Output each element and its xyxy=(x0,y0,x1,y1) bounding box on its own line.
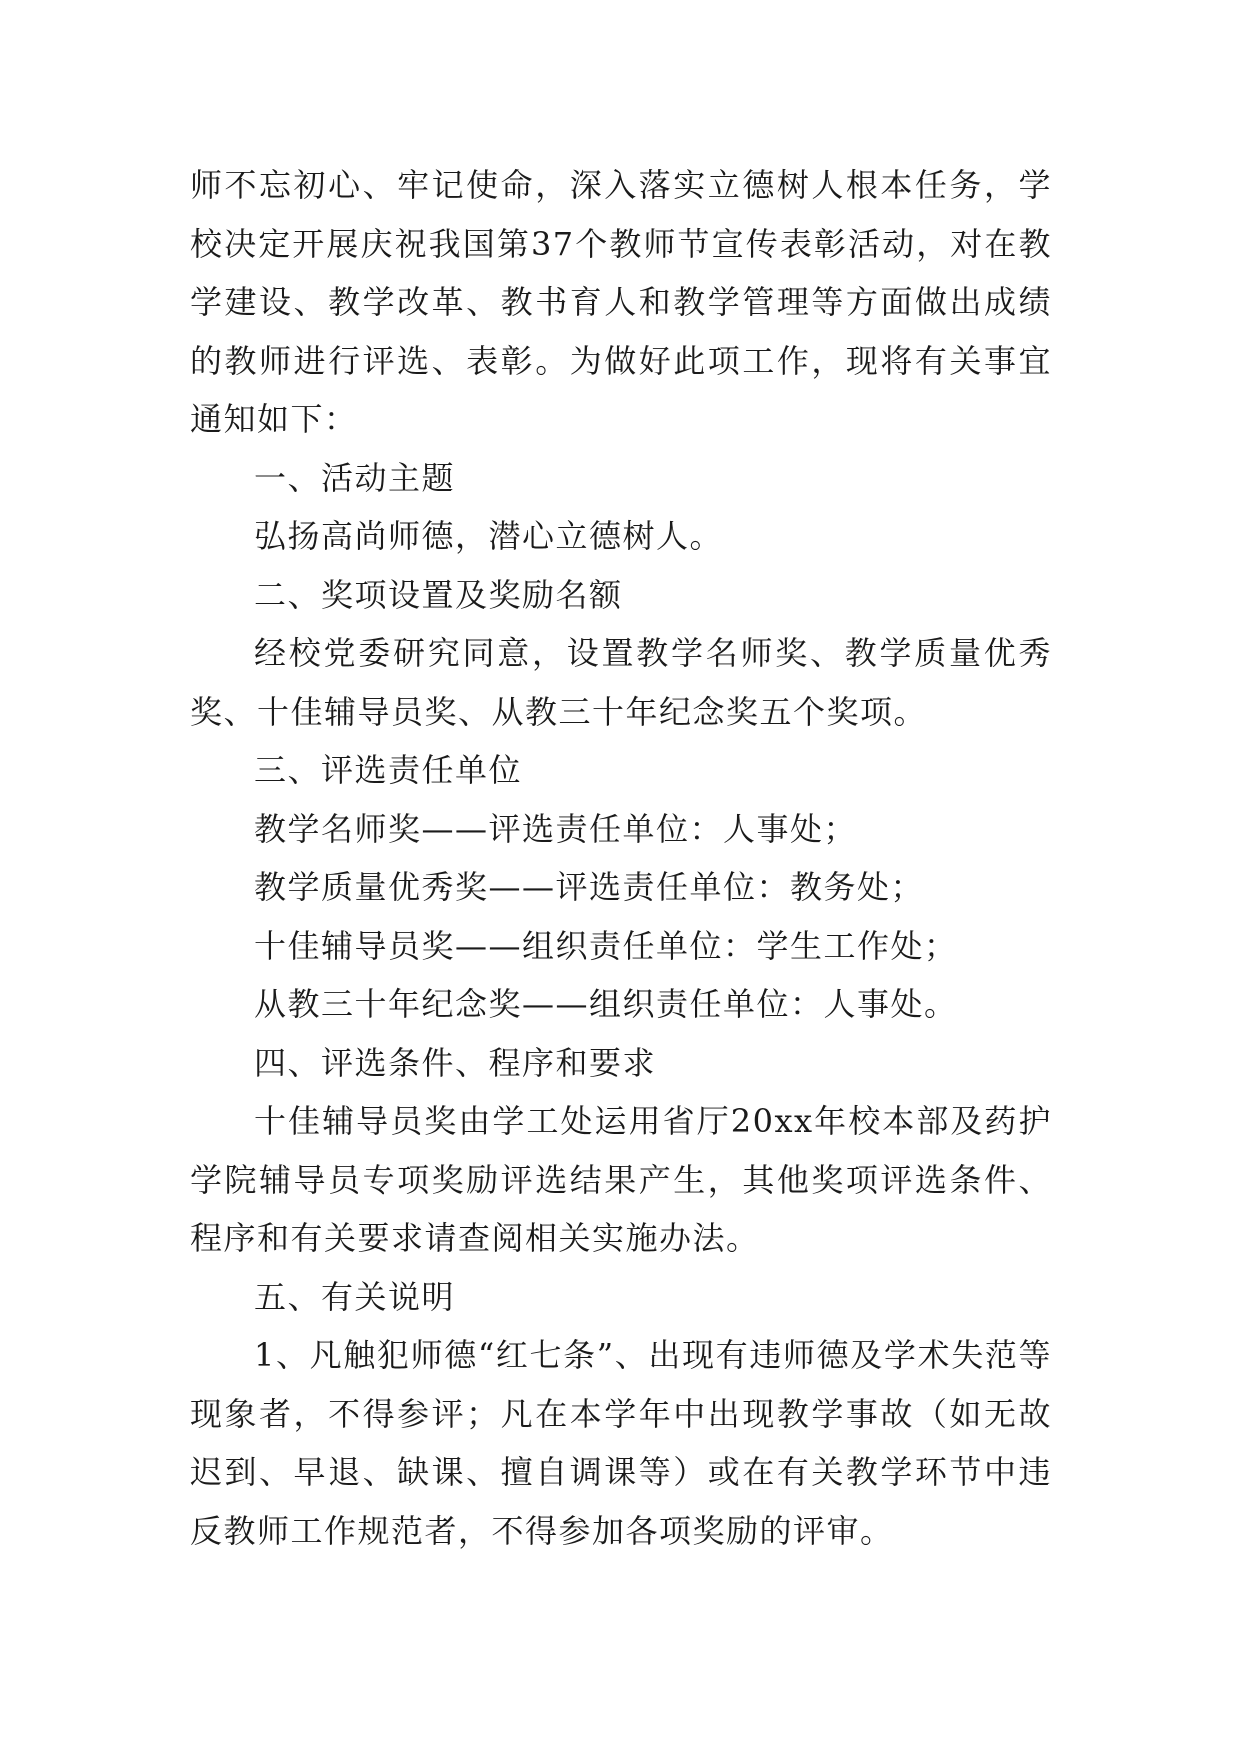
heading-responsible-units: 三、评选责任单位 xyxy=(254,751,523,789)
heading-notes: 五、有关说明 xyxy=(254,1277,456,1316)
heading-activity-theme: 一、活动主题 xyxy=(254,458,456,497)
paragraph-unit-teaching-master: 教学名师奖——评选责任单位：人事处； xyxy=(254,809,858,848)
heading-award-settings: 二、奖项设置及奖励名额 xyxy=(254,575,623,614)
paragraph-unit-counselor: 十佳辅导员奖——组织责任单位：学生工作处； xyxy=(254,926,958,965)
paragraph-award-settings: 经校党委研究同意，设置教学名师奖、教学质量优秀奖、十佳辅导员奖、从教三十年纪念奖五个奖项。 xyxy=(190,634,1052,731)
paragraph-intro: 师不忘初心、牢记使命，深入落实立德树人根本任务，学校决定开展庆祝我国第37个教师节宣传表彰活动，对在教学建设、教学改革、教书育人和教学管理等方面做出成绩的教师进行评选、表彰。为做好此项工作，现将有关事宜通知如下： xyxy=(190,166,1052,438)
document-body xyxy=(190,156,1052,1560)
paragraph-note-1: 1、凡触犯师德“红七条”、出现有违师德及学术失范等现象者，不得参评；凡在本学年中出现教学事故（如无故迟到、早退、缺课、擅自调课等）或在有关教学环节中违反教师工作规范者，不得参加各项奖励的评审。 xyxy=(190,1336,1052,1550)
paragraph-unit-teaching-quality: 教学质量优秀奖——评选责任单位：教务处； xyxy=(254,868,925,906)
paragraph-unit-thirty-years: 从教三十年纪念奖——组织责任单位：人事处。 xyxy=(254,985,958,1023)
paragraph-theme: 弘扬高尚师德，潜心立德树人。 xyxy=(254,517,724,555)
heading-criteria: 四、评选条件、程序和要求 xyxy=(254,1043,657,1082)
paragraph-criteria: 十佳辅导员奖由学工处运用省厅20xx年校本部及药护学院辅导员专项奖励评选结果产生，其他奖项评选条件、程序和有关要求请查阅相关实施办法。 xyxy=(190,1102,1052,1257)
